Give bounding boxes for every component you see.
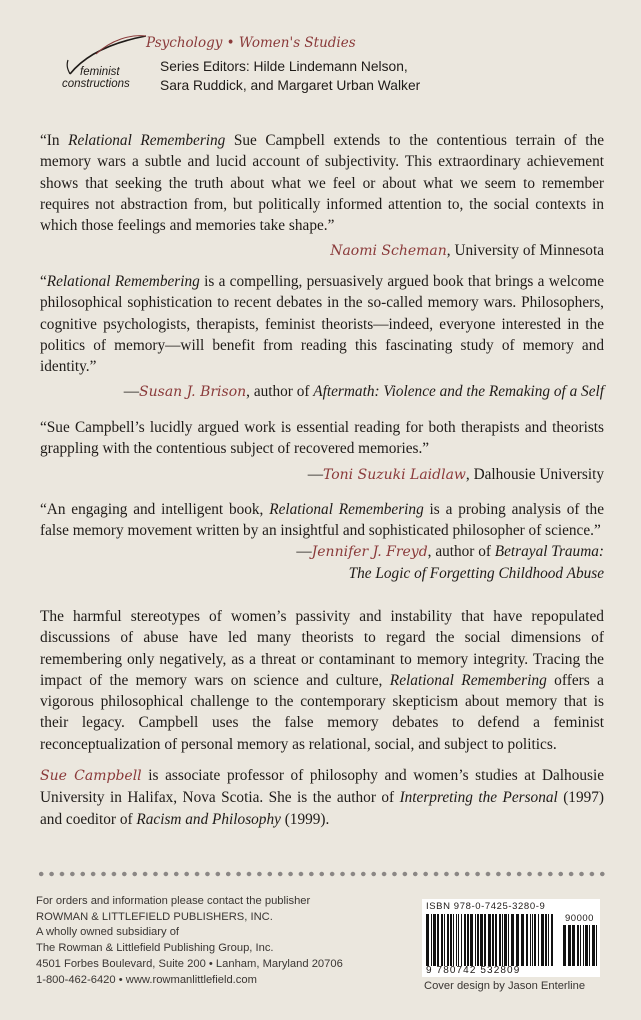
barcode-addon-label: 90000 [565, 913, 594, 924]
barcode-bar [530, 914, 531, 966]
publisher-line1: For orders and information please contact the publisher [36, 895, 311, 907]
attribution-line2 [40, 563, 604, 584]
barcode-bar [538, 914, 539, 966]
blurb-1-text [40, 130, 604, 236]
barcode-bar [488, 914, 491, 966]
blurb-text-part: “An engaging and intelligent book, [40, 501, 270, 518]
series-editors-line2: Sara Ruddick, and Margaret Urban Walker [160, 78, 421, 93]
barcode-bar [521, 914, 524, 966]
series-logo-line2: constructions [62, 78, 130, 90]
dash: — [123, 383, 140, 401]
publisher-line3: A wholly owned subsidiary of [36, 926, 180, 939]
description-part: The harmful stereotypes of women’s passivity and instability that have repopulated discussions of abuse have led many theorists to regard the social dimensions of remembering only negatively, as a threat or contaminant to memory integrity. Tracing the impact of the memory wars on science and culture, [40, 608, 604, 689]
blurb-text-part: is a probing analysis of the false memory movement written by an insightful and sophisticated philosopher of science.” [40, 501, 604, 540]
series-logo-line1: feminist [80, 66, 120, 78]
barcode-bar [585, 925, 588, 966]
barcode-bar [431, 914, 432, 966]
dash: — [307, 465, 323, 483]
author-bio-text [40, 765, 604, 830]
series-editors-line1: Series Editors: Hilde Lindemann Nelson, [160, 59, 408, 74]
dotted-divider [36, 871, 608, 877]
barcode-bar [480, 914, 483, 966]
barcode-bar [456, 914, 457, 966]
barcode-bar [596, 925, 597, 966]
barcode-bar [461, 914, 462, 966]
barcode-bar [467, 914, 469, 966]
affiliation: , University of Minnesota [446, 242, 604, 260]
barcode-bar [470, 914, 473, 966]
barcode-bar [502, 914, 503, 966]
barcode-bar [508, 914, 509, 966]
book-title: Relational Remembering [389, 671, 547, 689]
barcode-bar [433, 914, 436, 966]
series-subjects: Psychology • Women's Studies [146, 35, 356, 51]
barcode-bar [437, 914, 439, 966]
description-part: offers a vigorous philosophical challenge to the contemporary skepticism about memory that is their legacy. Campbell uses the false memory debates to defend a feminist reconceptualization of personal memory as relational, social, and subject to politics. [40, 671, 604, 753]
barcode-bar [453, 914, 454, 966]
publisher-line5: 4501 Forbes Boulevard, Suite 200 • Lanham, Maryland 20706 [36, 957, 343, 970]
barcode-bar [444, 914, 445, 966]
barcode-bar [475, 914, 476, 966]
barcode-bar [450, 914, 452, 966]
blurb-3 [40, 417, 604, 486]
book-title: Relational Remembering [46, 273, 200, 290]
barcode-bar [532, 914, 533, 966]
affiliation: , Dalhousie University [465, 465, 604, 483]
book-title: Betrayal Trauma: [494, 542, 604, 560]
affiliation-prefix: , author of [427, 542, 495, 560]
author-bio [40, 765, 604, 830]
barcode-addon [563, 925, 597, 966]
barcode-bar [568, 925, 571, 966]
publisher-info [36, 894, 396, 988]
barcode-bar [541, 914, 544, 966]
affiliation-prefix: , author of [246, 383, 314, 401]
series-editors [160, 57, 420, 95]
barcode-bar [492, 914, 494, 966]
barcode-bar [464, 914, 466, 966]
book-title: Relational Remembering [68, 132, 226, 149]
blurb-text-part: “ [40, 273, 47, 290]
book-title: Racism and Philosophy [136, 810, 281, 828]
author-name: Sue Campbell [40, 768, 142, 784]
blurb-2 [40, 271, 604, 404]
barcode-bar [583, 925, 584, 966]
barcode-bar [551, 914, 553, 966]
blurb-1-attribution [40, 240, 604, 262]
barcode-main [426, 914, 556, 966]
barcode-bar [504, 914, 507, 966]
blurb-3-text: “Sue Campbell’s lucidly argued work is essential reading for both therapists and theorists grappling with the contentious subject of recovered memories.” [40, 419, 604, 458]
blurb-text-part: is a compelling, persuasively argued book that brings a welcome philosophical sophistication to recent debates in the so-called memory wars. Philosophers, cognitive psychologists, therapists, feminist theorists—indeed, everyone interested in the politics of memory—will benefit from reading this fascinating study of memory and identity.” [40, 273, 604, 376]
barcode-bar [563, 925, 566, 966]
signature: Jennifer J. Freyd [311, 543, 428, 560]
barcode-bar [484, 914, 486, 966]
book-title: Interpreting the Personal [399, 789, 558, 807]
series-logo [56, 32, 148, 102]
book-title: The Logic of Forgetting Childhood Abuse [348, 564, 604, 582]
barcode-bar [511, 914, 514, 966]
blurb-4-text [40, 499, 604, 542]
blurb-2-text [40, 271, 604, 377]
barcode-bar [477, 914, 479, 966]
barcode-bar [526, 914, 528, 966]
barcode-bar [426, 914, 429, 966]
bio-part: (1999). [280, 810, 330, 828]
signature: Toni Suzuki Laidlaw [322, 466, 466, 483]
dash: — [296, 542, 312, 560]
ean-number: 9 780742 532809 [426, 965, 521, 976]
barcode-bar [589, 925, 590, 966]
attribution-line1 [40, 541, 604, 563]
book-title: Relational Remembering [269, 501, 424, 518]
barcode-bar [441, 914, 443, 966]
cover-credit: Cover design by Jason Enterline [424, 980, 586, 992]
blurb-4 [40, 499, 604, 584]
barcode-bar [447, 914, 449, 966]
blurb-text-part: Sue Campbell extends to the contentious terrain of the memory wars a subtle and lucid account of subjectivity. This extraordinary achievement shows that seeking the truth about what we feel or about what we seem to remember requires not abstraction from, but politically informed attention to, the social contexts in which those feelings and memories take shape.” [40, 132, 604, 235]
description-text [40, 606, 604, 755]
barcode-bar [499, 914, 501, 966]
book-description [40, 606, 604, 755]
series-logo-text [62, 66, 130, 90]
barcode-bar [592, 925, 595, 966]
publisher-line6: 1-800-462-6420 • www.rowmanlittlefield.com [36, 973, 257, 986]
blurb-4-attribution [40, 541, 604, 585]
publisher-line4: The Rowman & Littlefield Publishing Group, Inc. [36, 942, 274, 955]
signature: Naomi Scheman [330, 243, 447, 260]
blurb-1 [40, 130, 604, 263]
barcode-bar [577, 925, 579, 966]
barcode-bar [545, 914, 547, 966]
blurb-text-part: “In [40, 132, 69, 149]
barcode-box [422, 899, 600, 977]
barcode-bar [458, 914, 459, 966]
bio-part: is associate professor of philosophy and women’s studies at Dalhousie University in Halifax, Nova Scotia. She is the author of [40, 767, 604, 807]
barcode-bar [516, 914, 519, 966]
barcode-bar [580, 925, 581, 966]
isbn-label: ISBN 978-0-7425-3280-9 [426, 901, 546, 912]
barcode-bar [495, 914, 497, 966]
barcode-bar [548, 914, 549, 966]
signature: Susan J. Brison [139, 384, 247, 401]
barcode-bar [572, 925, 575, 966]
book-title: Aftermath: Violence and the Remaking of a Self [313, 383, 604, 401]
blurb-2-attribution [40, 381, 604, 403]
barcode-bar [534, 914, 536, 966]
bio-part: (1997) and coeditor of [40, 789, 604, 828]
blurb-3-attribution [40, 464, 604, 486]
publisher-line2: ROWMAN & LITTLEFIELD PUBLISHERS, INC. [36, 910, 273, 923]
